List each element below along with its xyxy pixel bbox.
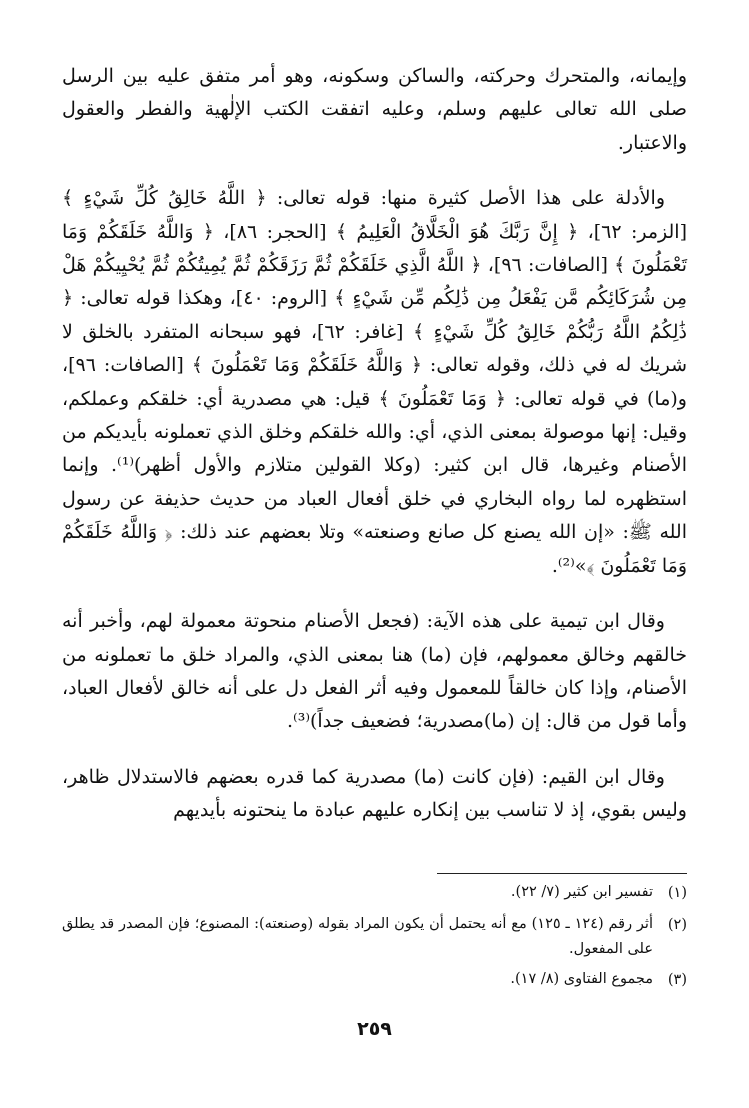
footnote-divider [437,873,687,874]
paragraph-3: وقال ابن تيمية على هذه الآية: (فجعل الأصنام منحوتة معمولة لهم، وأخبر أنه خالقهم وخالق معمولهم، فإن (ما) هنا بمعنى الذي، والمراد خلق ما تعملونه من الأصنام، وإذا كان خالقاً للمعمول وفيه أثر الفعل دل على أنه خالق لأفعال العباد، وأما قول من قال: إن (ما)مصدرية؛ فضعيف جداً)⁽³⁾. [62,610,687,733]
footnote-number: (١) [667,885,687,901]
main-text [62,60,687,828]
footnote-number: (٣) [667,972,687,988]
footnote-text: مجموع الفتاوى (٨/ ١٧). [510,971,653,987]
paragraph-4: وقال ابن القيم: (فإن كانت (ما) مصدرية كما قدره بعضهم فالاستدلال ظاهر، وليس بقوي، إذ لا تناسب بين إنكاره عليهم عبادة ما ينحتونه بأيديهم [62,765,687,822]
footnote-text: أثر رقم (١٢٤ ـ ١٢٥) مع أنه يحتمل أن يكون المراد بقوله (وصنعته): المصنوع؛ فإن المصدر قد يطلق على المفعول. [62,916,653,957]
footnotes [62,880,687,999]
footnote-1 [62,880,687,907]
footnote-3 [62,967,687,994]
footnote-text: تفسير ابن كثير (٧/ ٢٢). [510,884,653,900]
footnote-2 [62,912,687,962]
footnote-number: (٢) [667,917,687,933]
paragraph-2: والأدلة على هذا الأصل كثيرة منها: قوله تعالى: ﴿ اللَّهُ خَالِقُ كُلِّ شَيْءٍ ﴾ [الزمر: ٦٢]، ﴿ إِنَّ رَبَّكَ هُوَ الْخَلَّاقُ الْعَلِيمُ ﴾ [الحجر: ٨٦]، ﴿ وَاللَّهُ خَلَقَكُمْ وَمَا تَعْمَلُونَ ﴾ [الصافات: ٩٦]، ﴿ اللَّهُ الَّذِي خَلَقَكُمْ ثُمَّ رَزَقَكُمْ ثُمَّ يُمِيتُكُمْ ثُمَّ يُحْيِيكُمْ هَلْ مِن شُرَكَائِكُم مَّن يَفْعَلُ مِن ذَٰلِكُم مِّن شَيْءٍ ﴾ [الروم: ٤٠]، وهكذا قوله تعالى: ﴿ ذَٰلِكُمُ اللَّهُ رَبُّكُمْ خَالِقُ كُلِّ شَيْءٍ ﴾ [غافر: ٦٢]، فهو سبحانه المتفرد بالخلق لا شريك له في ذلك، وقوله تعالى: ﴿ وَاللَّهُ خَلَقَكُمْ وَمَا تَعْمَلُونَ ﴾ [الصافات: ٩٦]، و(ما) في قوله تعالى: ﴿ وَمَا تَعْمَلُونَ ﴾ قيل: هي مصدرية أي: خلقكم وعملكم، وقيل: إنها موصولة بمعنى الذي، أي: والله خلقكم وخلق الذي تعملونه بأيديكم من الأصنام وغيرها، قال ابن كثير: (وكلا القولين متلازم والأول أظهر)⁽¹⁾. وإنما استظهره لما رواه البخاري في خلق أفعال العباد من حديث حذيفة عن رسول الله ﷺ: «إن الله يصنع كل صانع وصنعته» وتلا بعضهم عند ذلك: ﴿ وَاللَّهُ خَلَقَكُمْ وَمَا تَعْمَلُونَ ﴾»⁽²⁾. [62,187,688,577]
page-number: ٢٥٩ [357,1018,392,1040]
paragraph-1: وإيمانه، والمتحرك وحركته، والساكن وسكونه، وهو أمر متفق عليه بين الرسل صلى الله تعالى عليهم وسلم، وعليه اتفقت الكتب الإلٰهية والفطر والعقول والاعتبار. [62,65,687,154]
